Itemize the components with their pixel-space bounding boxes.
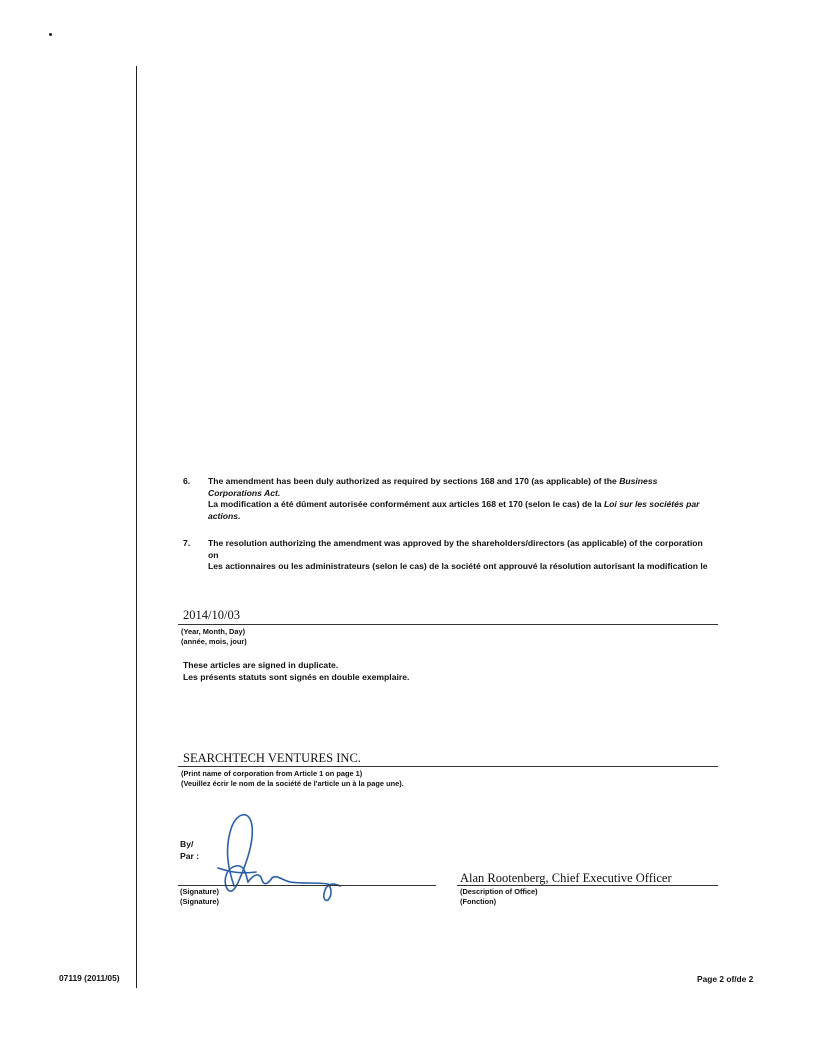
approval-date-value: 2014/10/03 <box>183 608 240 622</box>
section-7-number: 7. <box>183 538 191 548</box>
date-caption <box>181 627 247 646</box>
section-6-en-italic: Business Corporations Act. <box>208 476 658 498</box>
par-label-fr: Par : <box>180 850 200 861</box>
section-7 <box>183 538 713 588</box>
page-number: Page 2 of/de 2 <box>697 974 754 984</box>
scan-dot <box>49 33 52 36</box>
section-6-fr-text: La modification a été dûment autorisée conformément aux articles 168 et 170 (selon le cas) de la <box>208 499 602 510</box>
section-6-fr-italic: Loi sur les sociétés par actions. <box>208 499 700 521</box>
date-underline <box>178 624 718 625</box>
form-number: 07119 (2011/05) <box>59 973 120 983</box>
section-6 <box>183 476 713 526</box>
corporation-underline <box>178 766 718 767</box>
date-caption-en: (Year, Month, Day) <box>181 627 246 636</box>
by-label <box>180 839 199 862</box>
left-margin-line <box>136 66 137 988</box>
office-caption-fr: (Fonction) <box>460 896 497 906</box>
signature-caption-en: (Signature) <box>180 887 220 896</box>
handwritten-signature <box>210 808 350 903</box>
section-6-number: 6. <box>183 476 191 486</box>
date-caption-fr: (année, mois, jour) <box>181 636 247 646</box>
office-underline <box>457 885 718 886</box>
duplicate-note <box>183 660 409 683</box>
duplicate-note-fr: Les présents statuts sont signés en double exemplaire. <box>183 671 410 682</box>
office-caption-en: (Description of Office) <box>460 887 538 896</box>
signature-ink <box>218 815 340 901</box>
office-value: Alan Rootenberg, Chief Executive Officer <box>460 871 672 885</box>
corporation-name-value: SEARCHTECH VENTURES INC. <box>183 751 361 765</box>
signature-underline <box>178 885 436 886</box>
office-caption <box>460 887 538 906</box>
corporation-caption <box>181 769 404 788</box>
section-7-text <box>208 538 708 573</box>
section-7-fr-text: Les actionnaires ou les administrateurs (selon le cas) de la société ont approuvé la résolution autorisant la modification le <box>208 561 708 572</box>
section-6-en-text: The amendment has been duly authorized as required by sections 168 and 170 (as applicable) of the <box>208 476 617 486</box>
signature-caption-fr: (Signature) <box>180 896 220 906</box>
signature-caption <box>180 887 219 906</box>
section-7-en-text: The resolution authorizing the amendment was approved by the shareholders/directors (as applicable) of the corporation on <box>208 538 703 560</box>
duplicate-note-en: These articles are signed in duplicate. <box>183 660 339 670</box>
corporation-caption-en: (Print name of corporation from Article 1 on page 1) <box>181 769 363 778</box>
by-label-en: By/ <box>180 839 194 849</box>
section-6-text <box>208 476 708 522</box>
corporation-caption-fr: (Veuillez écrir le nom de la société de l'article un à la page une). <box>181 778 404 788</box>
